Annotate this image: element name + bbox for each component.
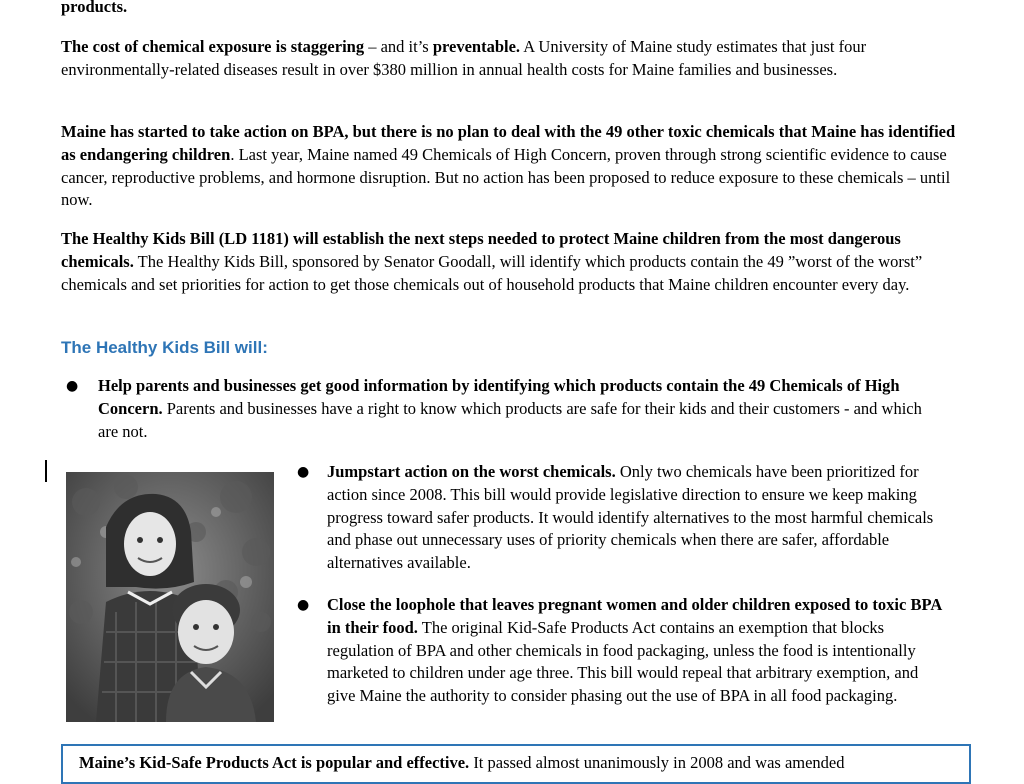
bullet-icon: ● [297, 464, 310, 480]
text-cursor [45, 460, 47, 482]
bullet-item-information [98, 375, 928, 443]
paragraph-cost-bold: The cost of chemical exposure is staggering [61, 37, 365, 56]
paragraph-bpa [61, 121, 966, 212]
bullet-item-text: Parents and businesses have a right to know which products are safe for their kids and their customers - and which are not. [98, 398, 922, 441]
callout-box [61, 744, 971, 784]
section-heading: The Healthy Kids Bill will: [61, 338, 268, 357]
bullet-item-jumpstart [327, 461, 947, 575]
paragraph-cost-text2: A University of Maine study estimates that just four environmentally-related diseases result in over $380 million in annual health costs for Maine families and businesses. [61, 37, 867, 79]
bullet-item-loophole [327, 594, 947, 708]
callout-plain: It passed almost unanimously in 2008 and was amended [469, 753, 845, 772]
bullet-item-text: The original Kid-Safe Products Act contains an exemption that blocks regulation of BPA and other chemicals in food packaging, unless the food is intentionally marketed to children under age three. This bill would repeal that arbitrary exemption, and give Maine the authority to consider phasing out the use of BPA in all food packaging. [327, 617, 919, 706]
paragraph-healthy-kids-bold: The Healthy Kids Bill (LD 1181) will establish the next steps needed to protect Maine children from the most dangerous chemicals. [61, 229, 901, 271]
paragraph-cost-text: – and it’s [364, 37, 433, 56]
paragraph-bpa-bold: Maine has started to take action on BPA, but there is no plan to deal with the 49 other toxic chemicals that Maine has identified as endangering children [61, 122, 956, 164]
bullet-item-bold: Close the loophole that leaves pregnant women and older children exposed to toxic BPA in their food. [327, 595, 942, 637]
bullet-item-bold: Help parents and businesses get good information by identifying which products contain the 49 Chemicals of High Concern. [98, 376, 900, 418]
paragraph-healthy-kids [61, 228, 966, 296]
paragraph-cost-bold2: preventable. [432, 37, 521, 56]
bullet-icon: ● [297, 597, 310, 613]
bullet-item-text: Only two chemicals have been prioritized for action since 2008. This bill would provide legislative direction to ensure we keep making progress toward safer products. It would identify alternatives to the most harmful chemicals and phase out unnecessary uses of priority chemicals when there are safer, affordable alternatives available. [327, 462, 934, 573]
paragraph-tail-text: products. [61, 0, 128, 16]
children-photo [66, 472, 274, 722]
paragraph-tail [61, 0, 127, 19]
paragraph-healthy-kids-text: The Healthy Kids Bill, sponsored by Senator Goodall, will identify which products contain the 49 ”worst of the worst” chemicals and set priorities for action to get those chemicals out of household products that Maine children encounter every day. [61, 251, 923, 294]
bullet-item-bold: Jumpstart action on the worst chemicals. [327, 462, 616, 481]
paragraph-bpa-text: . Last year, Maine named 49 Chemicals of High Concern, proven through strong scientific evidence to cause cancer, reproductive problems, and hormone disruption. But no action has been proposed to reduce exposure to these chemicals – until now. [61, 144, 951, 210]
bullet-icon: ● [66, 378, 79, 394]
callout-bold: Maine’s Kid-Safe Products Act is popular and effective. [79, 753, 470, 772]
callout-text [79, 752, 845, 774]
paragraph-cost [61, 36, 961, 82]
